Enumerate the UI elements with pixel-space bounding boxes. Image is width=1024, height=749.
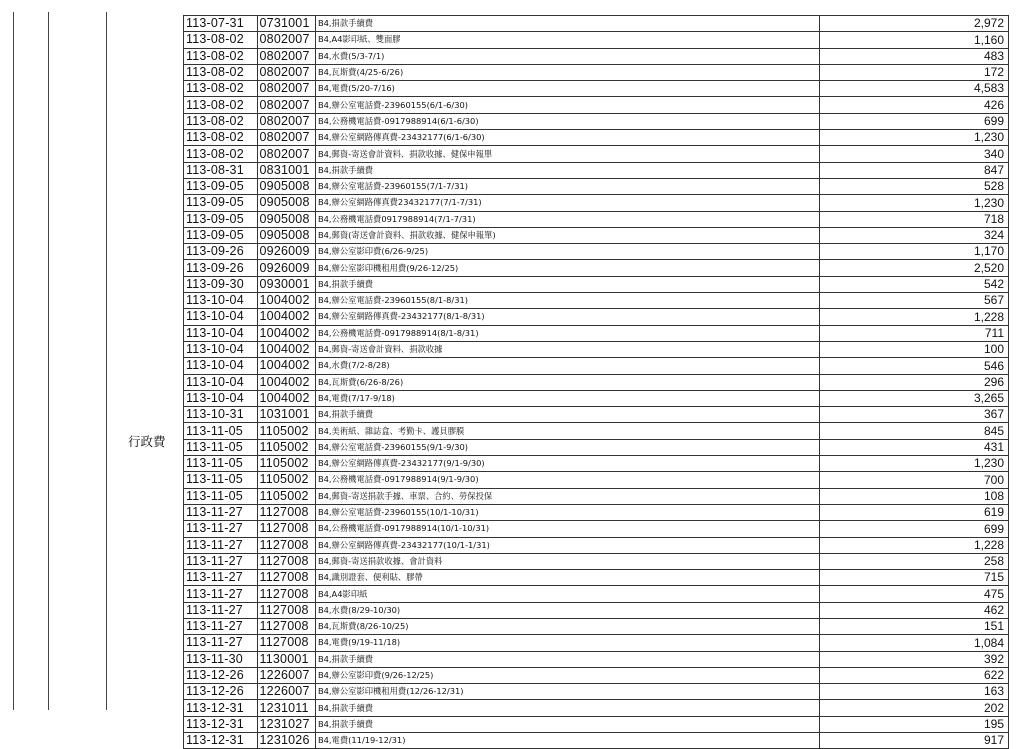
entry-amount: 426 xyxy=(819,97,1008,113)
entry-description: B4,捐款手續費 xyxy=(315,700,819,716)
table-row xyxy=(184,390,1009,406)
entry-date: 113-07-31 xyxy=(184,16,258,32)
entry-date: 113-10-31 xyxy=(184,407,258,423)
entry-description: B4,辦公室網路傳真費-23432177(9/1-9/30) xyxy=(315,456,819,472)
table-row xyxy=(184,618,1009,634)
table-row xyxy=(184,276,1009,292)
entry-amount: 1,084 xyxy=(819,635,1008,651)
entry-description: B4,捐款手續費 xyxy=(315,162,819,178)
voucher-number: 0802007 xyxy=(257,97,315,113)
entry-date: 113-09-05 xyxy=(184,195,258,211)
table-row xyxy=(184,439,1009,455)
entry-date: 113-11-30 xyxy=(184,651,258,667)
voucher-number: 0802007 xyxy=(257,81,315,97)
entry-date: 113-11-05 xyxy=(184,423,258,439)
entry-date: 113-08-02 xyxy=(184,32,258,48)
entry-amount: 2,520 xyxy=(819,260,1008,276)
voucher-number: 1004002 xyxy=(257,358,315,374)
voucher-number: 0802007 xyxy=(257,130,315,146)
table-row xyxy=(184,504,1009,520)
entry-date: 113-10-04 xyxy=(184,341,258,357)
entry-description: B4,水費(7/2-8/28) xyxy=(315,358,819,374)
table-row xyxy=(184,733,1009,749)
table-row xyxy=(184,81,1009,97)
entry-date: 113-11-05 xyxy=(184,488,258,504)
voucher-number: 1231027 xyxy=(257,716,315,732)
voucher-number: 1004002 xyxy=(257,293,315,309)
entry-date: 113-11-27 xyxy=(184,602,258,618)
entry-description: B4,辦公室影印機租用費(9/26-12/25) xyxy=(315,260,819,276)
entry-amount: 431 xyxy=(819,439,1008,455)
entry-description: B4,電費(7/17-9/18) xyxy=(315,390,819,406)
voucher-number: 1004002 xyxy=(257,325,315,341)
voucher-number: 0926009 xyxy=(257,244,315,260)
entry-amount: 1,228 xyxy=(819,309,1008,325)
entry-description: B4,水費(5/3-7/1) xyxy=(315,48,819,64)
table-row xyxy=(184,227,1009,243)
voucher-number: 0926009 xyxy=(257,260,315,276)
voucher-number: 1127008 xyxy=(257,635,315,651)
entry-date: 113-11-05 xyxy=(184,472,258,488)
entry-date: 113-11-05 xyxy=(184,456,258,472)
entry-amount: 475 xyxy=(819,586,1008,602)
table-row xyxy=(184,260,1009,276)
entry-date: 113-08-02 xyxy=(184,48,258,64)
entry-amount: 715 xyxy=(819,570,1008,586)
entry-description: B4,識別證套、便利貼、膠帶 xyxy=(315,570,819,586)
entry-amount: 151 xyxy=(819,618,1008,634)
voucher-number: 1004002 xyxy=(257,374,315,390)
entry-date: 113-11-05 xyxy=(184,439,258,455)
entry-date: 113-12-31 xyxy=(184,700,258,716)
entry-description: B4,郵資-寄送捐款收據、會計資料 xyxy=(315,553,819,569)
ledger-table xyxy=(183,15,1009,749)
voucher-number: 1105002 xyxy=(257,439,315,455)
entry-amount: 324 xyxy=(819,227,1008,243)
entry-amount: 700 xyxy=(819,472,1008,488)
entry-description: B4,瓦斯費(8/26-10/25) xyxy=(315,618,819,634)
table-row xyxy=(184,602,1009,618)
entry-date: 113-09-26 xyxy=(184,260,258,276)
entry-description: B4,水費(8/29-10/30) xyxy=(315,602,819,618)
table-row xyxy=(184,700,1009,716)
voucher-number: 1031001 xyxy=(257,407,315,423)
entry-amount: 619 xyxy=(819,504,1008,520)
voucher-number: 1105002 xyxy=(257,423,315,439)
entry-amount: 528 xyxy=(819,178,1008,194)
entry-date: 113-10-04 xyxy=(184,358,258,374)
entry-description: B4,公務機電話費0917988914(7/1-7/31) xyxy=(315,211,819,227)
table-row xyxy=(184,407,1009,423)
voucher-number: 0905008 xyxy=(257,178,315,194)
table-row xyxy=(184,374,1009,390)
voucher-number: 1105002 xyxy=(257,456,315,472)
voucher-number: 0905008 xyxy=(257,211,315,227)
entry-amount: 195 xyxy=(819,716,1008,732)
entry-amount: 483 xyxy=(819,48,1008,64)
voucher-number: 0802007 xyxy=(257,32,315,48)
entry-amount: 172 xyxy=(819,64,1008,80)
entry-amount: 1,160 xyxy=(819,32,1008,48)
entry-amount: 711 xyxy=(819,325,1008,341)
table-row xyxy=(184,211,1009,227)
entry-date: 113-09-05 xyxy=(184,178,258,194)
table-row xyxy=(184,162,1009,178)
entry-date: 113-11-27 xyxy=(184,504,258,520)
entry-date: 113-11-27 xyxy=(184,635,258,651)
voucher-number: 1004002 xyxy=(257,341,315,357)
table-row xyxy=(184,570,1009,586)
voucher-number: 1105002 xyxy=(257,488,315,504)
entry-description: B4,辦公室網路傳真費-23432177(6/1-6/30) xyxy=(315,130,819,146)
column-divider-2 xyxy=(106,12,107,710)
voucher-number: 0930001 xyxy=(257,276,315,292)
category-label: 行政費 xyxy=(128,434,166,449)
entry-amount: 845 xyxy=(819,423,1008,439)
entry-date: 113-09-30 xyxy=(184,276,258,292)
entry-description: B4,辦公室影印機租用費(12/26-12/31) xyxy=(315,684,819,700)
entry-amount: 3,265 xyxy=(819,390,1008,406)
table-row xyxy=(184,423,1009,439)
entry-amount: 2,972 xyxy=(819,16,1008,32)
entry-description: B4,郵資-寄送捐款手據、車票、合約、勞保投保 xyxy=(315,488,819,504)
entry-description: B4,瓦斯費(6/26-8/26) xyxy=(315,374,819,390)
entry-date: 113-11-27 xyxy=(184,570,258,586)
entry-amount: 108 xyxy=(819,488,1008,504)
entry-description: B4,A4影印紙 xyxy=(315,586,819,602)
table-row xyxy=(184,309,1009,325)
table-row xyxy=(184,358,1009,374)
entry-amount: 296 xyxy=(819,374,1008,390)
entry-amount: 699 xyxy=(819,521,1008,537)
table-row xyxy=(184,178,1009,194)
entry-amount: 367 xyxy=(819,407,1008,423)
entry-description: B4,電費(5/20-7/16) xyxy=(315,81,819,97)
entry-date: 113-08-02 xyxy=(184,113,258,129)
entry-date: 113-11-27 xyxy=(184,521,258,537)
entry-amount: 1,230 xyxy=(819,195,1008,211)
entry-amount: 258 xyxy=(819,553,1008,569)
entry-description: B4,公務機電話費-0917988914(6/1-6/30) xyxy=(315,113,819,129)
voucher-number: 1226007 xyxy=(257,667,315,683)
table-row xyxy=(184,716,1009,732)
ledger-body xyxy=(184,16,1009,749)
entry-description: B4,郵資-寄送會計資料、捐款收據 xyxy=(315,341,819,357)
table-row xyxy=(184,684,1009,700)
entry-date: 113-08-02 xyxy=(184,130,258,146)
voucher-number: 1127008 xyxy=(257,618,315,634)
entry-date: 113-10-04 xyxy=(184,293,258,309)
entry-amount: 163 xyxy=(819,684,1008,700)
entry-amount: 542 xyxy=(819,276,1008,292)
entry-description: B4,A4影印紙、雙面膠 xyxy=(315,32,819,48)
entry-description: B4,公務機電話費-0917988914(10/1-10/31) xyxy=(315,521,819,537)
entry-amount: 392 xyxy=(819,651,1008,667)
entry-description: B4,公務機電話費-0917988914(8/1-8/31) xyxy=(315,325,819,341)
entry-description: B4,捐款手續費 xyxy=(315,16,819,32)
voucher-number: 1231026 xyxy=(257,733,315,749)
entry-amount: 202 xyxy=(819,700,1008,716)
voucher-number: 1127008 xyxy=(257,553,315,569)
table-row xyxy=(184,586,1009,602)
table-row xyxy=(184,553,1009,569)
entry-description: B4,郵資(寄送會計資料、捐款收據、健保申報單) xyxy=(315,227,819,243)
table-row xyxy=(184,651,1009,667)
entry-description: B4,辦公室電話費-23960155(6/1-6/30) xyxy=(315,97,819,113)
entry-description: B4,辦公室電話費-23960155(9/1-9/30) xyxy=(315,439,819,455)
entry-date: 113-08-02 xyxy=(184,146,258,162)
entry-date: 113-08-02 xyxy=(184,64,258,80)
entry-date: 113-12-26 xyxy=(184,684,258,700)
voucher-number: 1130001 xyxy=(257,651,315,667)
voucher-number: 0731001 xyxy=(257,16,315,32)
table-row xyxy=(184,195,1009,211)
voucher-number: 1231011 xyxy=(257,700,315,716)
table-row xyxy=(184,146,1009,162)
voucher-number: 0802007 xyxy=(257,64,315,80)
table-row xyxy=(184,32,1009,48)
voucher-number: 1226007 xyxy=(257,684,315,700)
entry-date: 113-09-05 xyxy=(184,211,258,227)
entry-description: B4,捐款手續費 xyxy=(315,407,819,423)
entry-amount: 699 xyxy=(819,113,1008,129)
table-row xyxy=(184,293,1009,309)
entry-description: B4,電費(9/19-11/18) xyxy=(315,635,819,651)
table-row xyxy=(184,635,1009,651)
table-row xyxy=(184,244,1009,260)
entry-description: B4,捐款手續費 xyxy=(315,276,819,292)
entry-description: B4,辦公室網路傳真費-23432177(8/1-8/31) xyxy=(315,309,819,325)
table-row xyxy=(184,113,1009,129)
entry-amount: 917 xyxy=(819,733,1008,749)
voucher-number: 1004002 xyxy=(257,390,315,406)
entry-date: 113-08-02 xyxy=(184,81,258,97)
entry-date: 113-12-31 xyxy=(184,716,258,732)
table-row xyxy=(184,537,1009,553)
entry-date: 113-08-02 xyxy=(184,97,258,113)
table-row xyxy=(184,488,1009,504)
entry-amount: 847 xyxy=(819,162,1008,178)
entry-description: B4,捐款手續費 xyxy=(315,716,819,732)
table-row xyxy=(184,472,1009,488)
entry-amount: 546 xyxy=(819,358,1008,374)
table-row xyxy=(184,64,1009,80)
entry-amount: 340 xyxy=(819,146,1008,162)
entry-date: 113-11-27 xyxy=(184,537,258,553)
entry-amount: 1,230 xyxy=(819,456,1008,472)
table-row xyxy=(184,667,1009,683)
entry-description: B4,美術紙、雜誌盒、考勤卡、護貝膠膜 xyxy=(315,423,819,439)
table-row xyxy=(184,456,1009,472)
entry-description: B4,辦公室電話費-23960155(7/1-7/31) xyxy=(315,178,819,194)
entry-description: B4,辦公室影印費(9/26-12/25) xyxy=(315,667,819,683)
entry-date: 113-11-27 xyxy=(184,553,258,569)
entry-description: B4,辦公室網路傳真費23432177(7/1-7/31) xyxy=(315,195,819,211)
entry-amount: 462 xyxy=(819,602,1008,618)
entry-description: B4,郵資-寄送會計資料、捐款收據、健保申報單 xyxy=(315,146,819,162)
entry-amount: 4,583 xyxy=(819,81,1008,97)
entry-description: B4,電費(11/19-12/31) xyxy=(315,733,819,749)
entry-amount: 1,170 xyxy=(819,244,1008,260)
column-divider-1 xyxy=(48,12,49,710)
table-row xyxy=(184,16,1009,32)
voucher-number: 1127008 xyxy=(257,537,315,553)
voucher-number: 0905008 xyxy=(257,227,315,243)
entry-description: B4,辦公室電話費-23960155(10/1-10/31) xyxy=(315,504,819,520)
entry-description: B4,辦公室電話費-23960155(8/1-8/31) xyxy=(315,293,819,309)
entry-description: B4,辦公室影印費(6/26-9/25) xyxy=(315,244,819,260)
voucher-number: 1127008 xyxy=(257,570,315,586)
entry-date: 113-09-26 xyxy=(184,244,258,260)
table-row xyxy=(184,341,1009,357)
entry-date: 113-10-04 xyxy=(184,390,258,406)
entry-description: B4,公務機電話費-0917988914(9/1-9/30) xyxy=(315,472,819,488)
entry-description: B4,辦公室網路傳真費-23432177(10/1-1/31) xyxy=(315,537,819,553)
entry-date: 113-09-05 xyxy=(184,227,258,243)
voucher-number: 1127008 xyxy=(257,504,315,520)
voucher-number: 0802007 xyxy=(257,113,315,129)
table-row xyxy=(184,48,1009,64)
voucher-number: 0802007 xyxy=(257,48,315,64)
voucher-number: 0905008 xyxy=(257,195,315,211)
voucher-number: 1127008 xyxy=(257,521,315,537)
entry-date: 113-10-04 xyxy=(184,374,258,390)
entry-amount: 100 xyxy=(819,341,1008,357)
entry-date: 113-12-31 xyxy=(184,733,258,749)
entry-date: 113-10-04 xyxy=(184,309,258,325)
entry-amount: 567 xyxy=(819,293,1008,309)
entry-date: 113-12-26 xyxy=(184,667,258,683)
entry-date: 113-08-31 xyxy=(184,162,258,178)
voucher-number: 1004002 xyxy=(257,309,315,325)
table-row xyxy=(184,521,1009,537)
table-row xyxy=(184,130,1009,146)
entry-amount: 1,230 xyxy=(819,130,1008,146)
entry-amount: 1,228 xyxy=(819,537,1008,553)
voucher-number: 0802007 xyxy=(257,146,315,162)
entry-description: B4,瓦斯費(4/25-6/26) xyxy=(315,64,819,80)
entry-amount: 718 xyxy=(819,211,1008,227)
voucher-number: 0831001 xyxy=(257,162,315,178)
table-row xyxy=(184,325,1009,341)
left-border-line xyxy=(13,12,14,710)
entry-amount: 622 xyxy=(819,667,1008,683)
entry-date: 113-11-27 xyxy=(184,618,258,634)
voucher-number: 1127008 xyxy=(257,586,315,602)
voucher-number: 1105002 xyxy=(257,472,315,488)
entry-date: 113-10-04 xyxy=(184,325,258,341)
entry-description: B4,捐款手續費 xyxy=(315,651,819,667)
table-row xyxy=(184,97,1009,113)
entry-date: 113-11-27 xyxy=(184,586,258,602)
voucher-number: 1127008 xyxy=(257,602,315,618)
